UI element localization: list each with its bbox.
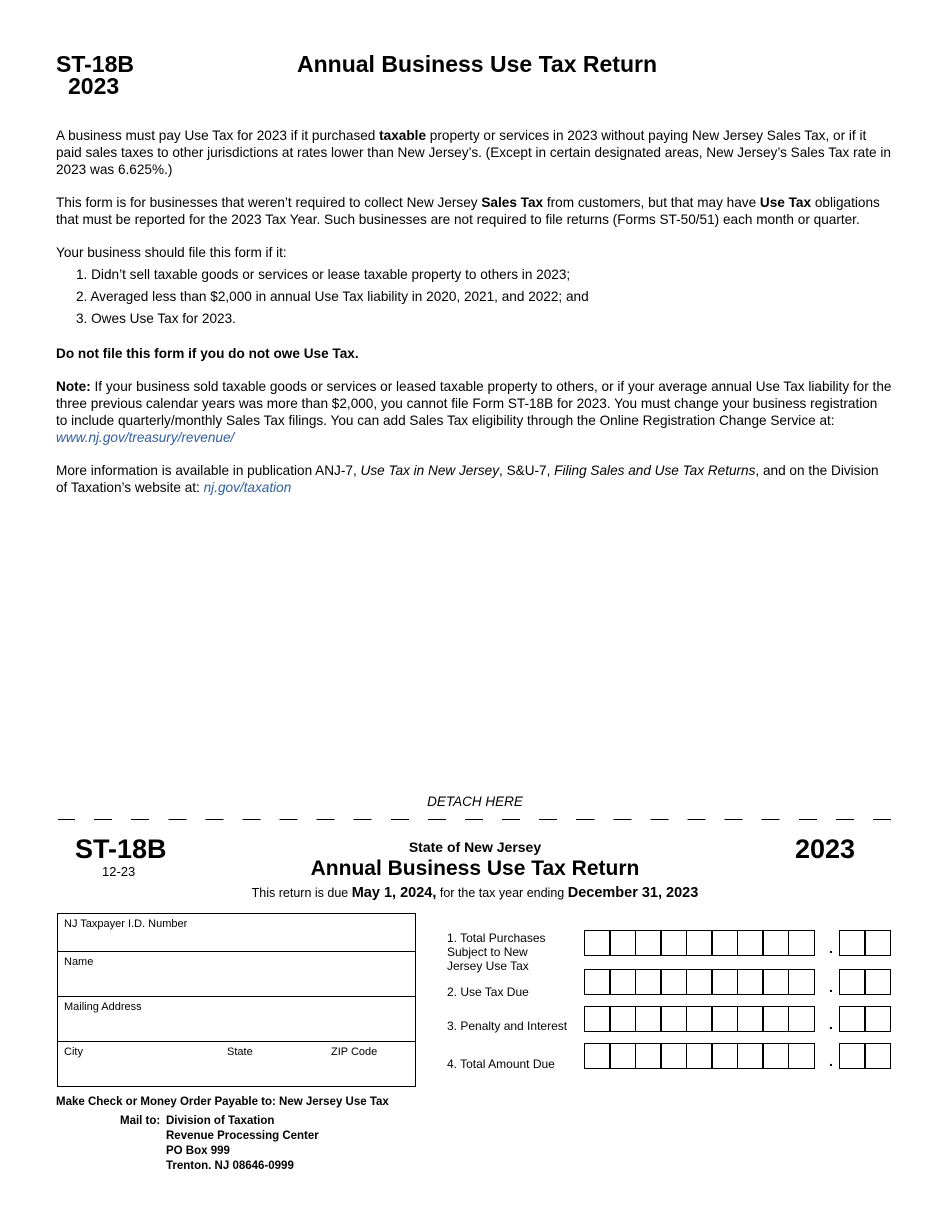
digit-box[interactable] [762, 930, 789, 956]
tax-year-end: December 31, 2023 [567, 885, 699, 901]
digit-box[interactable] [839, 930, 866, 956]
field-label: Name [64, 956, 94, 968]
field-label: Mailing Address [64, 1001, 142, 1013]
digit-box[interactable] [686, 969, 713, 995]
text-bold: Sales Tax [481, 195, 544, 210]
purpose-paragraph [56, 194, 892, 228]
digit-box[interactable] [788, 1043, 815, 1069]
digit-box[interactable] [686, 1006, 713, 1032]
list-item: 3. Owes Use Tax for 2023. [76, 311, 236, 326]
text: , S&U-7, [499, 463, 555, 478]
digit-box[interactable] [635, 1006, 662, 1032]
digit-box[interactable] [864, 969, 891, 995]
form-year: 2023 [795, 834, 856, 864]
digit-box[interactable] [609, 969, 636, 995]
text: property or services in 2023 without paying New Jersey Sales Tax, or if it paid sales taxes to other jurisdictions at rates lower than New Jersey’s. (Except in certain designated areas, New Jersey’s Sales Tax rate in 2023 was 6.625%.) [56, 128, 891, 177]
field-label: NJ Taxpayer I.D. Number [64, 918, 188, 930]
digit-box[interactable] [711, 969, 738, 995]
digit-box[interactable] [762, 1006, 789, 1032]
line-1-cents-input[interactable] [840, 930, 891, 956]
text: 1. Total Purchases Subject to New Jersey Use Tax [447, 931, 546, 973]
digit-box[interactable] [635, 930, 662, 956]
text: This form is for businesses that weren’t required to collect New Jersey [56, 195, 482, 210]
line-2-cents-input[interactable] [840, 969, 891, 995]
revenue-link[interactable]: www.nj.gov/treasury/revenue/ [56, 430, 235, 445]
mail-label: Mail to: [120, 1115, 161, 1127]
digit-box[interactable] [737, 930, 764, 956]
warning [56, 345, 892, 362]
text: More information is available in publication ANJ-7, [56, 463, 361, 478]
digit-box[interactable] [737, 969, 764, 995]
line-1-dollars-input[interactable] [585, 930, 815, 956]
line-2-dollars-input[interactable] [585, 969, 815, 995]
digit-box[interactable] [609, 930, 636, 956]
decimal-point: . [829, 1053, 833, 1069]
address-line: Division of Taxation [166, 1115, 275, 1127]
line-4-label: 4. Total Amount Due [447, 1057, 555, 1071]
digit-box[interactable] [762, 1043, 789, 1069]
text: , and on the Division of Taxation’s website at: [56, 463, 879, 495]
digit-box[interactable] [609, 1043, 636, 1069]
text: from customers, but that may have [543, 195, 760, 210]
state-field[interactable]: State [227, 1046, 253, 1058]
line-3-dollars-input[interactable] [585, 1006, 815, 1032]
digit-box[interactable] [839, 969, 866, 995]
digit-box[interactable] [584, 930, 611, 956]
line-4-cents-input[interactable] [840, 1043, 891, 1069]
text: A business must pay Use Tax for 2023 if it purchased [56, 128, 380, 143]
taxation-link[interactable]: nj.gov/taxation [203, 480, 292, 495]
payable-to: Make Check or Money Order Payable to: New Jersey Use Tax [56, 1096, 389, 1108]
instructions [56, 127, 892, 512]
digit-box[interactable] [839, 1006, 866, 1032]
criteria-list [76, 266, 892, 327]
name-field[interactable] [58, 952, 415, 997]
line-2-label: 2. Use Tax Due [447, 985, 529, 999]
digit-box[interactable] [864, 1043, 891, 1069]
form-year: 2023 [68, 73, 120, 99]
form-title: Annual Business Use Tax Return [310, 857, 640, 880]
text: obligations that must be reported for the 2023 Tax Year. Such businesses are not required to file returns (Forms ST-50/51) each month or quarter. [56, 195, 880, 227]
due-line [0, 885, 950, 901]
digit-box[interactable] [711, 1043, 738, 1069]
line-3-cents-input[interactable] [840, 1006, 891, 1032]
text-bold: Note: [56, 379, 91, 394]
digit-box[interactable] [864, 930, 891, 956]
page-title: Annual Business Use Tax Return [297, 51, 657, 77]
taxpayer-id-field[interactable] [58, 914, 415, 952]
form-code: ST-18B [75, 834, 167, 864]
digit-box[interactable] [584, 1043, 611, 1069]
digit-box[interactable] [635, 969, 662, 995]
form-revision: 12-23 [102, 864, 136, 879]
digit-box[interactable] [711, 1006, 738, 1032]
digit-box[interactable] [788, 1006, 815, 1032]
digit-box[interactable] [660, 969, 687, 995]
text: for the tax year ending [436, 886, 568, 900]
digit-box[interactable] [660, 930, 687, 956]
mailing-address [120, 1114, 319, 1172]
city-field[interactable]: City [64, 1046, 83, 1058]
detach-label: DETACH HERE [427, 794, 523, 809]
digit-box[interactable] [762, 969, 789, 995]
more-info-paragraph [56, 462, 892, 496]
address-line: Revenue Processing Center [166, 1130, 319, 1142]
digit-box[interactable] [788, 969, 815, 995]
digit-box[interactable] [737, 1006, 764, 1032]
detach-line [58, 819, 898, 820]
decimal-point: . [829, 940, 833, 956]
digit-box[interactable] [660, 1043, 687, 1069]
zip-field[interactable]: ZIP Code [331, 1046, 378, 1058]
note-paragraph [56, 378, 892, 446]
digit-box[interactable] [686, 1043, 713, 1069]
line-4-dollars-input[interactable] [585, 1043, 815, 1069]
state-name: State of New Jersey [408, 839, 542, 855]
line-1-label [447, 931, 546, 973]
digit-box[interactable] [737, 1043, 764, 1069]
taxpayer-info-box [57, 913, 416, 1087]
list-item: 2. Averaged less than $2,000 in annual Use Tax liability in 2020, 2021, and 2022; and [76, 289, 589, 304]
line-3-label: 3. Penalty and Interest [447, 1019, 568, 1033]
text-italic: Filing Sales and Use Tax Returns [554, 463, 756, 478]
decimal-point: . [829, 979, 833, 995]
digit-box[interactable] [635, 1043, 662, 1069]
text-bold: taxable [379, 128, 427, 143]
digit-box[interactable] [839, 1043, 866, 1069]
digit-box[interactable] [711, 930, 738, 956]
intro-paragraph [56, 127, 892, 178]
address-line: PO Box 999 [166, 1145, 230, 1157]
criteria-heading: Your business should file this form if it: [56, 245, 287, 260]
digit-box[interactable] [609, 1006, 636, 1032]
text-bold: Do not file this form if you do not owe Use Tax. [56, 346, 359, 361]
text: This return is due [251, 886, 352, 900]
decimal-point: . [829, 1016, 833, 1032]
digit-box[interactable] [660, 1006, 687, 1032]
digit-box[interactable] [686, 930, 713, 956]
form-code: ST-18B [56, 51, 134, 77]
text-bold: Use Tax [759, 195, 812, 210]
mailing-address-field[interactable] [58, 997, 415, 1042]
digit-box[interactable] [584, 1006, 611, 1032]
list-item: 1. Didn’t sell taxable goods or services or lease taxable property to others in 2023; [76, 267, 571, 282]
text: If your business sold taxable goods or services or leased taxable property to others, or if your average annual Use Tax liability for the three previous calendar years was more than $2,000, you cannot file Form ST-18B for 2023. You must change your business registration to include quarterly/monthly Sales Tax filings. You can add Sales Tax eligibility through the Online Registration Change Service at: [56, 379, 892, 428]
address-line: Trenton. NJ 08646-0999 [166, 1160, 294, 1172]
text-italic: Use Tax in New Jersey [360, 463, 500, 478]
due-date: May 1, 2024, [351, 885, 437, 901]
digit-box[interactable] [864, 1006, 891, 1032]
digit-box[interactable] [788, 930, 815, 956]
city-state-zip-row [58, 1042, 415, 1086]
digit-box[interactable] [584, 969, 611, 995]
